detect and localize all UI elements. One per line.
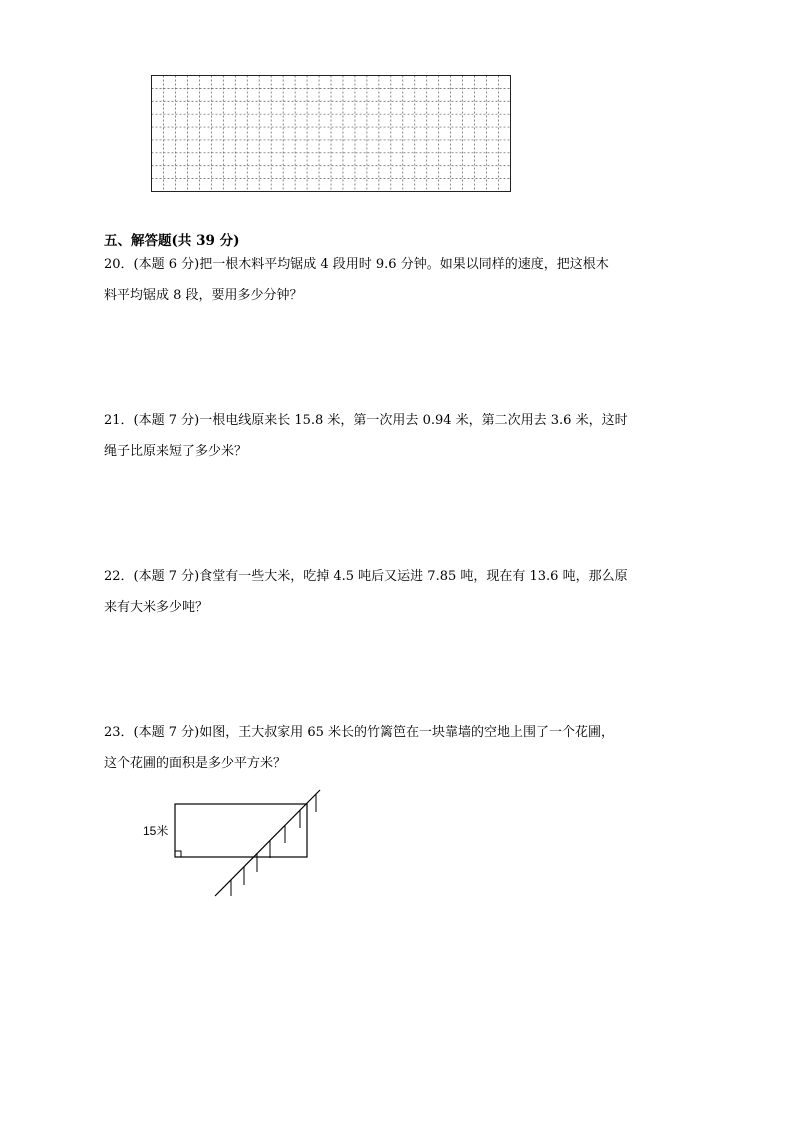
question-22 bbox=[104, 561, 704, 623]
answer-grid bbox=[151, 75, 513, 197]
question-text: 22．(本题 7 分)食堂有一些大米，吃掉 4.5 吨后又运进 7.85 吨，现在有 13.6 吨，那么原 bbox=[104, 569, 628, 584]
question-text: 绳子比原来短了多少米？ bbox=[104, 444, 248, 459]
garden-rectangle bbox=[175, 804, 307, 857]
question-23 bbox=[104, 717, 704, 779]
section-title: 五、解答题(共 39 分) bbox=[104, 233, 240, 249]
question-text: 21．(本题 7 分)一根电线原来长 15.8 米，第一次用去 0.94 米，第二次用去 3.6 米，这时 bbox=[104, 413, 628, 428]
wall-hatching bbox=[231, 794, 316, 896]
question-text: 23．(本题 7 分)如图，王大叔家用 65 米长的竹篱笆在一块靠墙的空地上围了一个花圃， bbox=[104, 725, 615, 740]
garden-figure bbox=[140, 786, 340, 902]
question-21 bbox=[104, 405, 704, 467]
question-text: 这个花圃的面积是多少平方米？ bbox=[104, 756, 287, 771]
question-text: 料平均锯成 8 段，要用多少分钟？ bbox=[104, 288, 303, 303]
answer-grid-svg bbox=[151, 75, 513, 193]
question-20 bbox=[104, 249, 704, 311]
question-text: 来有大米多少吨？ bbox=[104, 600, 209, 615]
side-length-label: 15米 bbox=[143, 824, 169, 838]
question-text: 20．(本题 6 分)把一根木料平均锯成 4 段用时 9.6 分钟。如果以同样的速度，把这根木 bbox=[104, 257, 609, 272]
garden-figure-svg bbox=[140, 786, 340, 898]
right-angle-mark bbox=[175, 851, 181, 857]
